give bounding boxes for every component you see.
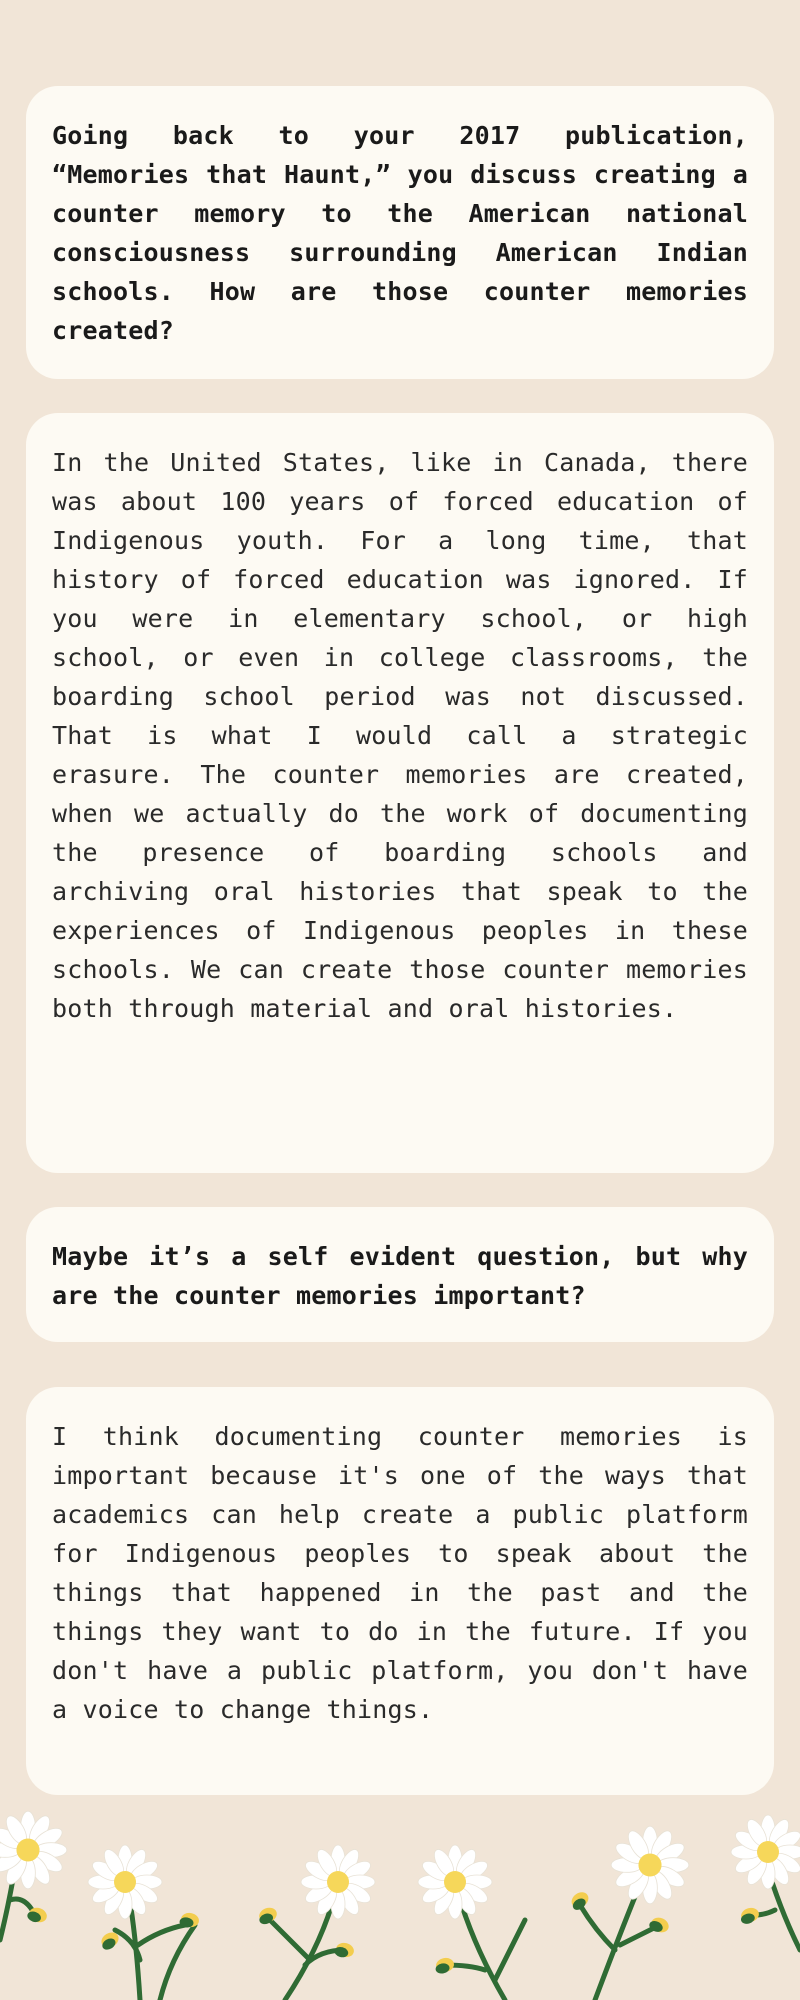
daisy-flowers-icon [0, 1800, 800, 2000]
answer-card-2 [26, 1387, 774, 1795]
answer-text-1: In the United States, like in Canada, there was about 100 years of forced education of Indigenous youth. For a long time, that history of forced education was ignored. If you were in elementary school, or high school, or even in college classrooms, the boarding school period was not discussed. That is what I would call a strategic erasure. The counter memories are created, when we actually do the work of documenting the presence of boarding schools and archiving oral histories that speak to the experiences of Indigenous peoples in these schools. We can create those counter memories both through material and oral histories. [52, 448, 748, 1023]
answer-text-2: I think documenting counter memories is important because it's one of the ways that academics can help create a public platform for Indigenous peoples to speak about the things that happened in the past and the things they want to do in the future. If you don't have a public platform, you don't have a voice to change things. [52, 1422, 748, 1724]
answer-card-1 [26, 413, 774, 1173]
question-card-1 [26, 86, 774, 379]
question-card-2 [26, 1207, 774, 1342]
question-text-2: Maybe it’s a self evident question, but why are the counter memories important? [52, 1242, 748, 1310]
question-text-1: Going back to your 2017 publication, “Memories that Haunt,” you discuss creating a counter memory to the American national consciousness surrounding American Indian schools. How are those counter memories created? [52, 121, 748, 345]
